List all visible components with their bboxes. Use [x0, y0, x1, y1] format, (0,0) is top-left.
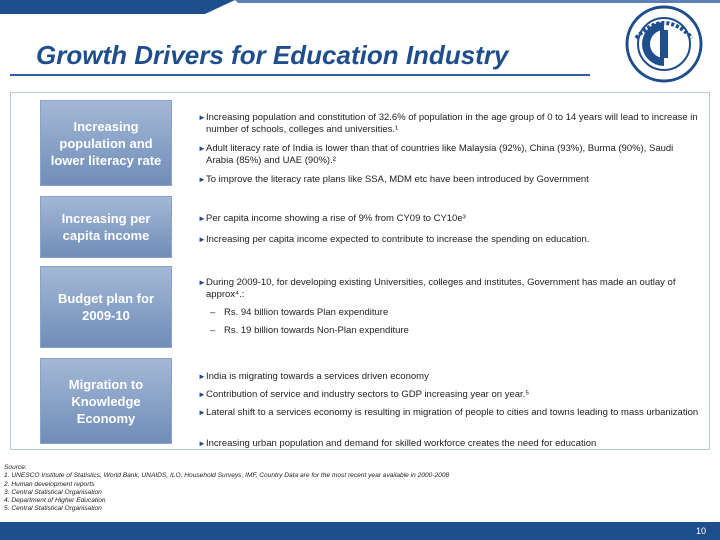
sub-bullet-item: – Rs. 19 billion towards Non-Plan expenditure: [210, 325, 409, 336]
bullet-item: ► Contribution of service and industry sectors to GDP increasing year on year.⁵: [198, 389, 530, 400]
bullet-arrow-icon: ►: [198, 214, 206, 223]
bullet-arrow-icon: ►: [198, 439, 206, 448]
source-line: 1. UNESCO Institute of Statistics, World Bank, UNAIDS, ILO, Household Surveys, IMF, Country Data are for the most recent year available in 2000-2008: [4, 472, 450, 480]
bullet-arrow-icon: ►: [198, 372, 206, 381]
bullet-arrow-icon: ►: [198, 235, 206, 244]
sub-bullet-item: – Rs. 94 billion towards Plan expenditure: [210, 307, 389, 318]
page-title: Growth Drivers for Education Industry: [36, 40, 509, 70]
bullet-item: ► Increasing urban population and demand for skilled workforce creates the need for education: [198, 438, 597, 449]
driver-label-income: Increasing per capita income: [40, 196, 172, 258]
source-line: 2. Human development reports: [4, 480, 95, 488]
bullet-arrow-icon: ►: [198, 408, 206, 417]
bullet-arrow-icon: ►: [198, 113, 206, 122]
career-point-logo: [624, 4, 704, 84]
driver-label-population: Increasing population and lower literacy rate: [40, 100, 172, 186]
header-band: [0, 0, 720, 20]
page-number: 10: [695, 526, 706, 536]
bullet-item: ► Adult literacy rate of India is lower than that of countries like Malaysia (92%), China (93%), Burma (90%), Saudi Arabia (85%) and UAE (90%).²: [198, 143, 674, 166]
source-line: 3. Central Statistical Organisation: [4, 488, 102, 496]
sources-footnote: [4, 464, 449, 514]
title-divider: [10, 74, 590, 76]
bullet-item: ► Increasing population and constitution of 32.6% of population in the age group of 0 to 14 years will lead to increase in number of schools, colleges and universities.¹: [198, 112, 698, 135]
bullet-arrow-icon: ►: [198, 278, 206, 287]
bullet-item: ► Increasing per capita income expected to contribute to increase the spending on education.: [198, 234, 590, 245]
source-line: 5. Central Statistical Organisation: [4, 505, 102, 513]
bullet-arrow-icon: ►: [198, 144, 206, 153]
source-line: Source:: [4, 464, 27, 471]
bullet-item: ► Lateral shift to a services economy is resulting in migration of people to cities and towns leading to mass urbanization: [198, 407, 699, 418]
bullet-arrow-icon: ►: [198, 390, 206, 399]
bullet-item: ► India is migrating towards a services driven economy: [198, 371, 429, 382]
bullet-arrow-icon: ►: [198, 175, 206, 184]
footer-band: [0, 522, 720, 540]
driver-label-budget: Budget plan for 2009-10: [40, 266, 172, 348]
driver-label-migration: Migration to Knowledge Economy: [40, 358, 172, 444]
source-line: 4. Department of Higher Education: [4, 497, 106, 505]
bullet-item: ► Per capita income showing a rise of 9% from CY09 to CY10e³: [198, 213, 466, 224]
bullet-item: ► During 2009-10, for developing existing Universities, colleges and institutes, Government has made an outlay of approx⁴.:: [198, 277, 676, 300]
bullet-item: ► To improve the literacy rate plans like SSA, MDM etc have been introduced by Government: [198, 174, 589, 185]
